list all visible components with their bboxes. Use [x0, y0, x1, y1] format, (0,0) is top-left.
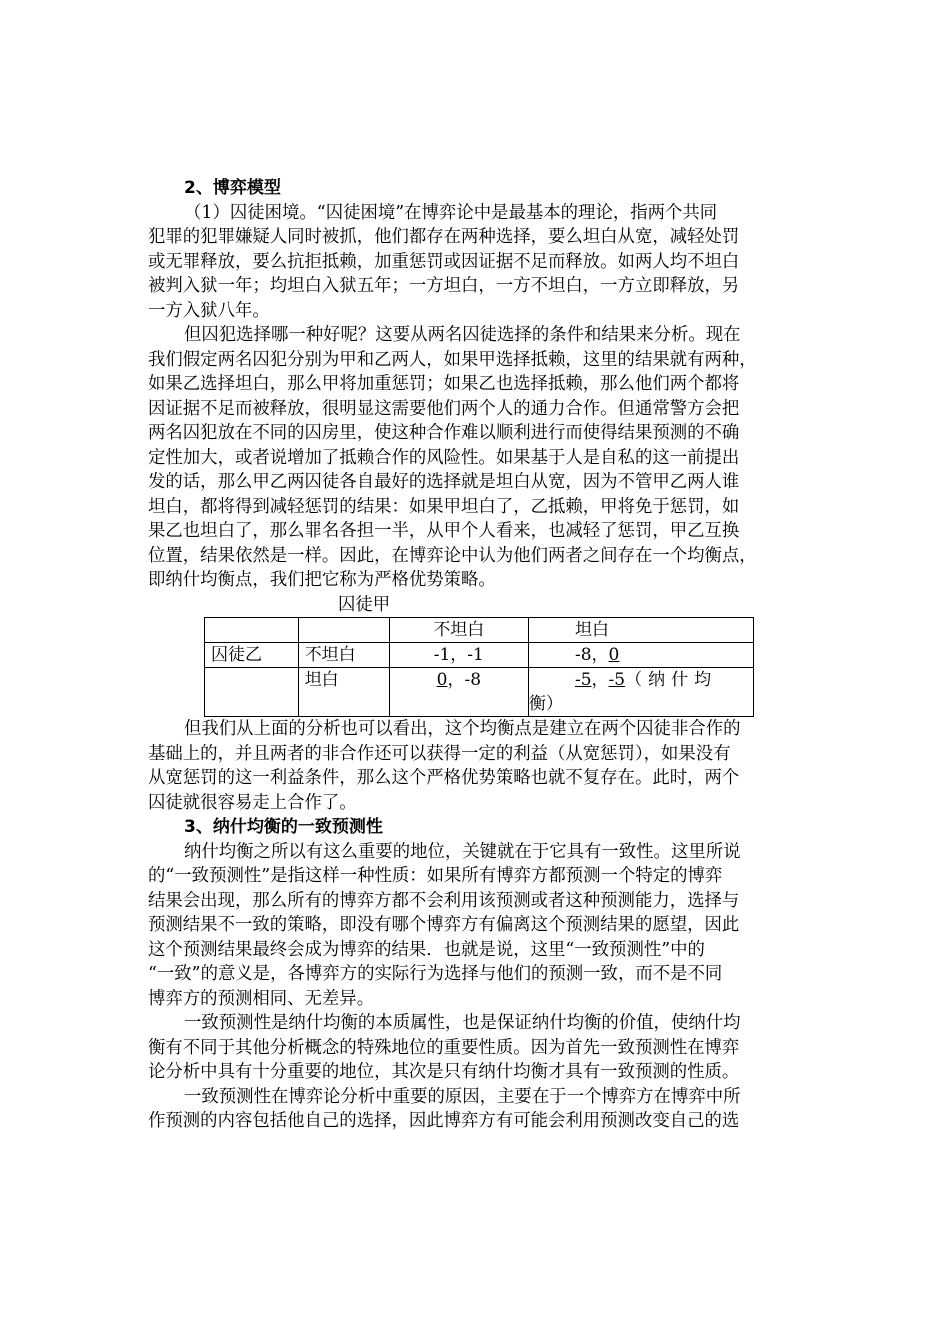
text-line: 博弈方的预测相同、无差异。 [148, 988, 375, 1009]
payoff-part: ，-8 [447, 670, 482, 690]
text-line: 但囚犯选择哪一种好呢？这要从两名囚徒选择的条件和结果来分析。现在 [184, 325, 741, 345]
col-header-confess: 坦白 [528, 618, 753, 643]
text-line: “一致”的意义是，各博弈方的实际行为选择与他们的预测一致，而不是不同 [148, 964, 723, 984]
text-line: 因证据不足而被释放，很明显这需要他们两个人的通力合作。但通常警方会把 [148, 398, 740, 419]
payoff-table-title: 囚徒甲 [338, 594, 391, 615]
payoff-part: -8， [574, 645, 609, 665]
payoff-part-underlined: 0 [436, 670, 448, 690]
text-line: 发的话，那么甲乙两囚徒各自最好的选择就是坦白从宽，因为不管甲乙两人谁 [148, 472, 740, 492]
payoff-part-underlined: -5 [574, 670, 592, 690]
row-label-confess: 坦白 [298, 668, 389, 717]
text-line: 两名囚犯放在不同的囚房里，使这种合作难以顺利进行而使得结果预测的不确 [148, 423, 740, 443]
text-line: 果乙也坦白了，那么罪名各担一半，从甲个人看来，也减轻了惩罚，甲乙互换 [148, 521, 740, 541]
text-line: 即纳什均衡点，我们把它称为严格优势策略。 [148, 570, 496, 590]
text-line: 或无罪释放，要么抗拒抵赖，加重惩罚或因证据不足而释放。如两人均不坦白 [148, 251, 740, 272]
text-line: 的“一致预测性”是指这样一种性质：如果所有博弈方都预测一个特定的博弈 [148, 866, 723, 886]
text-line: 如果乙选择坦白，那么甲将加重惩罚；如果乙也选择抵赖，那么他们两个都将 [148, 374, 740, 394]
reason-paragraph [148, 1085, 808, 1134]
text-line: 基础上的，并且两者的非合作还可以获得一定的利益（从宽惩罚），如果没有 [148, 743, 731, 764]
analysis-paragraph [148, 323, 808, 593]
text-line: 一方入狱八年。 [148, 300, 270, 321]
payoff-cell: -1，-1 [389, 643, 528, 668]
text-line: 衡有不同于其他分析概念的特殊地位的重要性质。因为首先一致预测性在博弈 [148, 1037, 740, 1058]
payoff-cell [389, 668, 528, 717]
text-line: 坦白，都将得到减轻惩罚的结果：如果甲坦白了，乙抵赖，甲将免于惩罚，如 [148, 496, 740, 517]
row-label-no-confess: 不坦白 [298, 643, 389, 668]
document-page [148, 176, 808, 1134]
text-line: 我们假定两名囚犯分别为甲和乙两人，如果甲选择抵赖，这里的结果就有两种， [148, 349, 757, 370]
table-row [205, 643, 754, 668]
consistency-paragraph [148, 840, 808, 1012]
text-line: 囚徒就很容易走上合作了。 [148, 792, 357, 813]
text-line: 一致预测性在博弈论分析中重要的原因，主要在于一个博弈方在博弈中所 [184, 1086, 741, 1107]
essence-paragraph [148, 1011, 808, 1085]
col-header-no-confess: 不坦白 [389, 618, 528, 643]
text-line: 论分析中具有十分重要的地位，其次是只有纳什均衡才具有一致预测的性质。 [148, 1062, 740, 1082]
payoff-part: ， [591, 670, 609, 690]
prisoner-dilemma-paragraph [148, 201, 808, 324]
table-row [205, 668, 754, 717]
payoff-part-underlined: 0 [608, 645, 620, 665]
payoff-cell-nash [528, 668, 753, 717]
payoff-cell [528, 643, 753, 668]
text-line: 但我们从上面的分析也可以看出，这个均衡点是建立在两个囚徒非合作的 [184, 719, 741, 739]
row-player-label: 囚徒乙 [205, 643, 299, 668]
section3-heading: 3、纳什均衡的一致预测性 [184, 817, 383, 837]
text-line: 纳什均衡之所以有这么重要的地位，关键就在于它具有一致性。这里所说 [184, 841, 741, 862]
text-line: 被判入狱一年；均坦白入狱五年；一方坦白，一方不坦白，一方立即释放，另 [148, 276, 740, 296]
table-cell-empty [205, 618, 299, 643]
text-line: 从宽惩罚的这一利益条件，那么这个严格优势策略也就不复存在。此时，两个 [148, 768, 740, 788]
text-line: （1）囚徒困境。“囚徒困境”在博弈论中是最基本的理论，指两个共同 [184, 202, 718, 223]
text-line: 一致预测性是纳什均衡的本质属性，也是保证纳什均衡的价值，使纳什均 [184, 1013, 741, 1033]
payoff-part: （纳什均 [625, 670, 718, 690]
text-line: 这个预测结果最终会成为博弈的结果．也就是说，这里“一致预测性”中的 [148, 939, 705, 960]
table-cell-empty [298, 618, 389, 643]
text-line: 结果会出现，那么所有的博弈方都不会利用该预测或者这种预测能力，选择与 [148, 890, 740, 911]
section2-heading: 2、博弈模型 [184, 178, 281, 198]
text-line: 位置，结果依然是一样。因此，在博弈论中认为他们两者之间存在一个均衡点， [148, 545, 757, 566]
conclusion-paragraph [148, 717, 808, 815]
text-line: 预测结果不一致的策略，即没有哪个博弈方有偏离这个预测结果的愿望，因此 [148, 915, 740, 935]
text-line: 犯罪的犯罪嫌疑人同时被抓，他们都存在两种选择，要么坦白从宽，减轻处罚 [148, 227, 740, 247]
table-row [205, 618, 754, 643]
payoff-part-underlined: -5 [608, 670, 626, 690]
payoff-part: 衡） [528, 694, 563, 714]
table-cell-empty [205, 668, 299, 717]
text-line: 定性加大，或者说增加了抵赖合作的风险性。如果基于人是自私的这一前提出 [148, 447, 740, 468]
payoff-matrix-table [204, 617, 754, 717]
text-line: 作预测的内容包括他自己的选择，因此博弈方有可能会利用预测改变自己的选 [148, 1111, 740, 1131]
